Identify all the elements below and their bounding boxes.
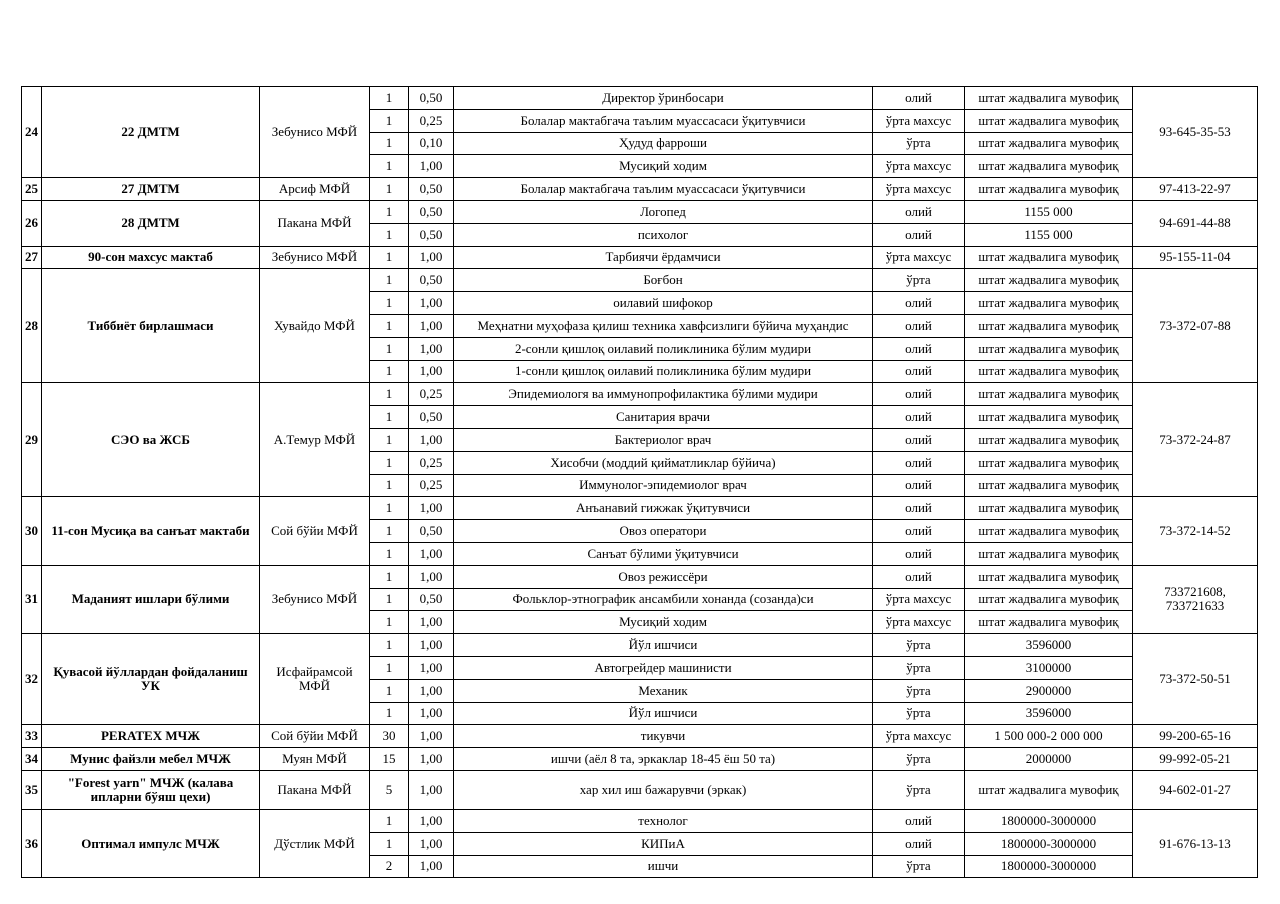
position-title: технолог [454,809,873,832]
salary: 1 500 000-2 000 000 [965,725,1133,748]
education-level: олий [873,542,965,565]
position-title: Мусиқий ходим [454,155,873,178]
staff-rate: 1,00 [409,748,454,771]
vacancy-count: 1 [370,132,409,155]
organization-name: PERATEX МЧЖ [42,725,260,748]
position-title: Фольклор-этнографик ансамбили хонанда (созанда)си [454,588,873,611]
phone-number [1133,246,1258,269]
position-title: Йўл ишчиси [454,634,873,657]
row-number: 26 [22,200,42,246]
education-level: олий [873,832,965,855]
row-number: 31 [22,565,42,633]
vacancy-count: 5 [370,770,409,809]
phone-number [1133,809,1258,877]
salary: 3596000 [965,702,1133,725]
staff-rate: 1,00 [409,702,454,725]
row-number: 25 [22,178,42,201]
salary: штат жадвалига мувофиқ [965,155,1133,178]
vacancy-count: 1 [370,497,409,520]
vacancy-count: 30 [370,725,409,748]
staff-rate: 1,00 [409,770,454,809]
education-level: олий [873,520,965,543]
education-level: ўрта махсус [873,178,965,201]
staff-rate: 0,50 [409,223,454,246]
phone-number-line: 73-372-07-88 [1159,317,1231,333]
position-title: Санъат бўлими ўқитувчиси [454,542,873,565]
salary: штат жадвалига мувофиқ [965,588,1133,611]
staff-rate: 1,00 [409,809,454,832]
education-level: ўрта [873,679,965,702]
phone-number [1133,87,1258,178]
education-level: олий [873,383,965,406]
staff-rate: 0,25 [409,474,454,497]
row-number: 29 [22,383,42,497]
staff-rate: 0,50 [409,87,454,110]
mahalla-name: Зебунисо МФЙ [260,87,370,178]
salary: штат жадвалига мувофиқ [965,497,1133,520]
education-level: олий [873,406,965,429]
position-title: Иммунолог-эпидемиолог врач [454,474,873,497]
position-title: Бактериолог врач [454,428,873,451]
table-row [22,87,1258,110]
position-title: Директор ўринбосари [454,87,873,110]
phone-number-line: 733721608, [1164,584,1226,600]
salary: штат жадвалига мувофиқ [965,337,1133,360]
phone-number [1133,770,1258,809]
position-title: 2-сонли қишлоқ оилавий поликлиника бўлим мудири [454,337,873,360]
organization-name: СЭО ва ЖСБ [42,383,260,497]
vacancy-count: 1 [370,314,409,337]
position-title: Автогрейдер машинисти [454,656,873,679]
vacancy-count: 1 [370,428,409,451]
organization-name: 27 ДМТМ [42,178,260,201]
mahalla-name: Арсиф МФЙ [260,178,370,201]
phone-number [1133,748,1258,771]
vacancy-count: 1 [370,200,409,223]
vacancy-count: 1 [370,520,409,543]
mahalla-name: Хувайдо МФЙ [260,269,370,383]
salary: штат жадвалига мувофиқ [965,520,1133,543]
education-level: ўрта махсус [873,725,965,748]
vacancy-count: 1 [370,292,409,315]
position-title: Болалар мактабгача таълим муассасаси ўқитувчиси [454,109,873,132]
salary: 1800000-3000000 [965,832,1133,855]
vacancy-table-body [22,87,1258,878]
position-title: Овоз оператори [454,520,873,543]
organization-name: Оптимал импулс МЧЖ [42,809,260,877]
staff-rate: 0,25 [409,109,454,132]
row-number: 36 [22,809,42,877]
salary: штат жадвалига мувофиқ [965,383,1133,406]
vacancy-count: 1 [370,451,409,474]
education-level: олий [873,314,965,337]
position-title: Тарбиячи ёрдамчиси [454,246,873,269]
staff-rate: 1,00 [409,634,454,657]
position-title: тикувчи [454,725,873,748]
vacancy-count: 1 [370,383,409,406]
salary: 1800000-3000000 [965,855,1133,878]
phone-number [1133,565,1258,633]
staff-rate: 1,00 [409,725,454,748]
table-row [22,497,1258,520]
phone-number [1133,634,1258,725]
position-title: Санитария врачи [454,406,873,429]
education-level: ўрта махсус [873,588,965,611]
education-level: олий [873,565,965,588]
salary: штат жадвалига мувофиқ [965,428,1133,451]
salary: штат жадвалига мувофиқ [965,360,1133,383]
salary: штат жадвалига мувофиқ [965,611,1133,634]
row-number: 28 [22,269,42,383]
table-row [22,565,1258,588]
mahalla-name: Муян МФЙ [260,748,370,771]
staff-rate: 1,00 [409,360,454,383]
phone-number [1133,269,1258,383]
education-level: олий [873,451,965,474]
organization-name: 28 ДМТМ [42,200,260,246]
mahalla-name: Зебунисо МФЙ [260,565,370,633]
staff-rate: 0,50 [409,200,454,223]
vacancy-count: 1 [370,588,409,611]
salary: штат жадвалига мувофиқ [965,451,1133,474]
salary: штат жадвалига мувофиқ [965,87,1133,110]
organization-name: Маданият ишлари бўлими [42,565,260,633]
position-title: Хисобчи (моддий қийматликлар бўйича) [454,451,873,474]
education-level: олий [873,292,965,315]
education-level: ўрта [873,702,965,725]
table-row [22,178,1258,201]
phone-number-line: 91-676-13-13 [1159,835,1231,851]
staff-rate: 0,50 [409,520,454,543]
vacancy-count: 1 [370,109,409,132]
table-row [22,383,1258,406]
vacancy-count: 1 [370,565,409,588]
mahalla-name: Сой бўйи МФЙ [260,497,370,565]
vacancy-count: 15 [370,748,409,771]
staff-rate: 1,00 [409,832,454,855]
salary: штат жадвалига мувофиқ [965,178,1133,201]
position-title: ишчи [454,855,873,878]
mahalla-name: Зебунисо МФЙ [260,246,370,269]
staff-rate: 1,00 [409,337,454,360]
phone-number-line: 73-372-14-52 [1159,523,1231,539]
vacancy-count: 1 [370,155,409,178]
vacancy-count: 1 [370,269,409,292]
table-row [22,200,1258,223]
salary: штат жадвалига мувофиқ [965,109,1133,132]
staff-rate: 1,00 [409,497,454,520]
vacancy-count: 2 [370,855,409,878]
mahalla-name: Сой бўйи МФЙ [260,725,370,748]
salary: 3596000 [965,634,1133,657]
staff-rate: 0,50 [409,269,454,292]
staff-rate: 1,00 [409,292,454,315]
staff-rate: 0,50 [409,406,454,429]
position-title: Ҳудуд фарроши [454,132,873,155]
vacancy-count: 1 [370,406,409,429]
mahalla-name: Дўстлик МФЙ [260,809,370,877]
vacancy-count: 1 [370,474,409,497]
staff-rate: 1,00 [409,679,454,702]
education-level: ўрта махсус [873,611,965,634]
mahalla-name: Пакана МФЙ [260,770,370,809]
position-title: КИПиА [454,832,873,855]
education-level: олий [873,200,965,223]
organization-name: Қувасой йўллардан фойдаланиш УК [42,634,260,725]
staff-rate: 0,50 [409,178,454,201]
staff-rate: 1,00 [409,656,454,679]
table-row [22,246,1258,269]
phone-number-line: 733721633 [1165,598,1225,614]
salary: 3100000 [965,656,1133,679]
vacancy-count: 1 [370,246,409,269]
salary: 1155 000 [965,223,1133,246]
organization-name: "Forest yarn" МЧЖ (калава ипларни бўяш цехи) [42,770,260,809]
vacancy-count: 1 [370,337,409,360]
salary: 2900000 [965,679,1133,702]
vacancy-count: 1 [370,178,409,201]
position-title: ишчи (аёл 8 та, эркаклар 18-45 ёш 50 та) [454,748,873,771]
education-level: ўрта [873,634,965,657]
staff-rate: 1,00 [409,611,454,634]
salary: штат жадвалига мувофиқ [965,406,1133,429]
staff-rate: 1,00 [409,542,454,565]
vacancy-count: 1 [370,679,409,702]
table-row [22,809,1258,832]
salary: штат жадвалига мувофиқ [965,770,1133,809]
education-level: олий [873,809,965,832]
salary: 1155 000 [965,200,1133,223]
vacancy-count: 1 [370,360,409,383]
staff-rate: 1,00 [409,855,454,878]
salary: штат жадвалига мувофиқ [965,542,1133,565]
salary: штат жадвалига мувофиқ [965,474,1133,497]
vacancy-count: 1 [370,542,409,565]
staff-rate: 0,25 [409,451,454,474]
mahalla-name: А.Темур МФЙ [260,383,370,497]
education-level: ўрта махсус [873,246,965,269]
vacancy-count: 1 [370,223,409,246]
salary: штат жадвалига мувофиқ [965,314,1133,337]
position-title: Овоз режиссёри [454,565,873,588]
phone-number-line: 99-200-65-16 [1159,728,1231,744]
organization-name: Мунис файзли мебел МЧЖ [42,748,260,771]
mahalla-name: Исфайрамсой МФЙ [260,634,370,725]
education-level: ўрта [873,132,965,155]
staff-rate: 1,00 [409,155,454,178]
education-level: олий [873,87,965,110]
education-level: ўрта махсус [873,109,965,132]
education-level: олий [873,360,965,383]
education-level: олий [873,474,965,497]
organization-name: Тиббиёт бирлашмаси [42,269,260,383]
phone-number [1133,497,1258,565]
position-title: Меҳнатни муҳофаза қилиш техника хавфсизлиги бўйича муҳандис [454,314,873,337]
position-title: Мусиқий ходим [454,611,873,634]
staff-rate: 1,00 [409,246,454,269]
salary: 2000000 [965,748,1133,771]
salary: штат жадвалига мувофиқ [965,292,1133,315]
salary: штат жадвалига мувофиқ [965,565,1133,588]
vacancy-count: 1 [370,809,409,832]
row-number: 24 [22,87,42,178]
phone-number-line: 93-645-35-53 [1159,124,1231,140]
phone-number [1133,178,1258,201]
education-level: олий [873,428,965,451]
staff-rate: 1,00 [409,428,454,451]
vacancy-count: 1 [370,87,409,110]
education-level: олий [873,223,965,246]
vacancy-count: 1 [370,656,409,679]
education-level: ўрта [873,269,965,292]
row-number: 30 [22,497,42,565]
education-level: олий [873,337,965,360]
table-row [22,770,1258,809]
phone-number-line: 73-372-24-87 [1159,431,1231,447]
position-title: Болалар мактабгача таълим муассасаси ўқитувчиси [454,178,873,201]
staff-rate: 1,00 [409,314,454,337]
row-number: 33 [22,725,42,748]
phone-number-line: 94-602-01-27 [1159,781,1231,797]
position-title: Боғбон [454,269,873,292]
education-level: олий [873,497,965,520]
organization-name: 90-сон махсус мактаб [42,246,260,269]
organization-name: 11-сон Мусиқа ва санъат мактаби [42,497,260,565]
position-title: 1-сонли қишлоқ оилавий поликлиника бўлим мудири [454,360,873,383]
row-number: 34 [22,748,42,771]
position-title: Эпидемиологя ва иммунопрофилактика бўлими мудири [454,383,873,406]
staff-rate: 0,50 [409,588,454,611]
position-title: психолог [454,223,873,246]
position-title: оилавий шифокор [454,292,873,315]
education-level: ўрта [873,770,965,809]
row-number: 35 [22,770,42,809]
salary: 1800000-3000000 [965,809,1133,832]
phone-number-line: 94-691-44-88 [1159,215,1231,231]
vacancy-count: 1 [370,702,409,725]
position-title: Йўл ишчиси [454,702,873,725]
education-level: ўрта [873,748,965,771]
phone-number [1133,383,1258,497]
vacancy-count: 1 [370,634,409,657]
phone-number [1133,725,1258,748]
organization-name: 22 ДМТМ [42,87,260,178]
salary: штат жадвалига мувофиқ [965,246,1133,269]
table-row [22,634,1258,657]
staff-rate: 0,10 [409,132,454,155]
education-level: ўрта [873,656,965,679]
vacancy-count: 1 [370,611,409,634]
position-title: Логопед [454,200,873,223]
phone-number [1133,200,1258,246]
phone-number-line: 97-413-22-97 [1159,181,1231,197]
table-row [22,725,1258,748]
staff-rate: 1,00 [409,565,454,588]
staff-rate: 0,25 [409,383,454,406]
table-row [22,269,1258,292]
row-number: 27 [22,246,42,269]
vacancy-table [21,86,1258,878]
position-title: хар хил иш бажарувчи (эркак) [454,770,873,809]
table-row [22,748,1258,771]
salary: штат жадвалига мувофиқ [965,269,1133,292]
phone-number-line: 99-992-05-21 [1159,751,1231,766]
salary: штат жадвалига мувофиқ [965,132,1133,155]
position-title: Анъанавий гижжак ўқитувчиси [454,497,873,520]
education-level: ўрта [873,855,965,878]
mahalla-name: Пакана МФЙ [260,200,370,246]
position-title: Механик [454,679,873,702]
phone-number-line: 73-372-50-51 [1159,671,1231,687]
vacancy-count: 1 [370,832,409,855]
phone-number-line: 95-155-11-04 [1159,249,1231,265]
row-number: 32 [22,634,42,725]
education-level: ўрта махсус [873,155,965,178]
